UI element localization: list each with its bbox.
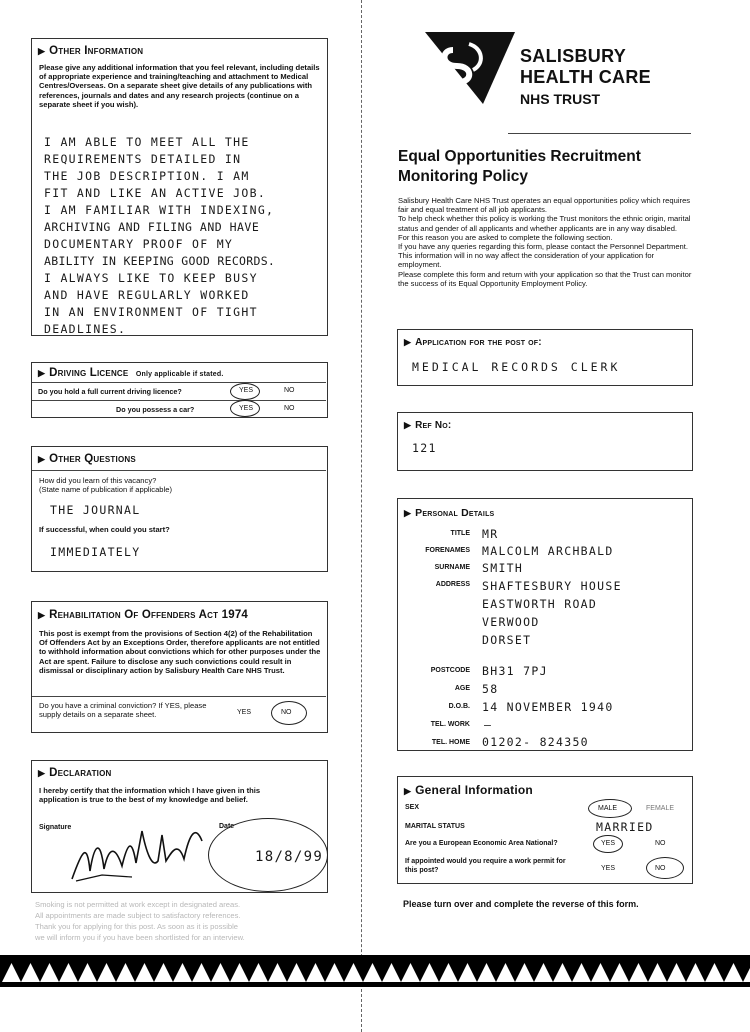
marital-label: MARITAL STATUS: [405, 823, 465, 830]
fold-line: [361, 0, 362, 1032]
triangle-bullet-icon: ▶: [38, 768, 46, 778]
vacancy-question: How did you learn of this vacancy?: [39, 476, 157, 485]
triangle-bullet-icon: ▶: [404, 337, 412, 347]
address-line[interactable]: EASTWORTH ROAD: [482, 597, 598, 611]
licence-yes-circle: [230, 383, 260, 400]
signature-image[interactable]: [62, 811, 235, 886]
general-information-title: ▶ General Information: [404, 783, 533, 797]
ref-title: ▶ Ref No:: [404, 420, 452, 431]
rehabilitation-title: ▶ Rehabilitation Of Offenders Act 1974: [38, 609, 249, 621]
ref-section: [397, 412, 693, 471]
ref-value[interactable]: 121: [412, 441, 437, 455]
tel-home-label: TEL. HOME: [431, 739, 470, 746]
policy-paragraph: For this reason you are asked to complete the following section.: [398, 232, 613, 242]
address-line[interactable]: VERWOOD: [482, 615, 540, 629]
answer-line: ABILITY IN KEEPING GOOD RECORDS.: [44, 254, 276, 268]
eea-yes-circle: [593, 835, 623, 853]
answer-line: ARCHIVING AND FILING AND HAVE: [44, 220, 260, 234]
date-value[interactable]: 18/8/99: [255, 849, 324, 865]
divider: [32, 470, 326, 471]
title-label: TITLE: [450, 530, 470, 537]
conviction-no-circle: [271, 701, 307, 725]
address-label: ADDRESS: [435, 581, 470, 588]
policy-paragraph: Salisbury Health Care NHS Trust operates an equal opportunities policy which requires fair and equal treatment of all job applicants.: [398, 196, 691, 215]
car-yes-circle: [230, 400, 260, 417]
car-question: Do you possess a car?: [116, 405, 195, 414]
application-section: [397, 329, 693, 386]
dob-label: D.O.B.: [448, 703, 470, 710]
rehabilitation-section: [31, 601, 328, 733]
tel-home-value[interactable]: 01202- 824350: [482, 735, 589, 749]
other-questions-section: [31, 446, 328, 572]
divider: [32, 696, 326, 697]
driving-licence-title: ▶ Driving Licence Only applicable if stated.: [38, 367, 224, 379]
faint-footer-line: Thank you for applying for this post. As soon as it is possible: [35, 922, 239, 931]
triangle-bullet-icon: ▶: [38, 610, 46, 620]
postcode-value[interactable]: BH31 7PJ: [482, 664, 548, 678]
vacancy-answer[interactable]: THE JOURNAL: [50, 503, 141, 517]
male-circle: [588, 799, 632, 818]
address-line[interactable]: DORSET: [482, 633, 532, 647]
answer-line: FIT AND LIKE AN ACTIVE JOB.: [44, 186, 267, 200]
personal-details-title: ▶ Personal Details: [404, 507, 495, 519]
start-answer[interactable]: IMMEDIATELY: [50, 545, 141, 559]
triangle-bullet-icon: ▶: [38, 368, 46, 378]
divider: [32, 382, 326, 383]
policy-paragraph: If you have any queries regarding this form, please contact the Personnel Department.: [398, 242, 688, 252]
answer-line: IN AN ENVIRONMENT OF TIGHT: [44, 305, 258, 319]
policy-text: [398, 196, 694, 288]
licence-question: Do you hold a full current driving licence?: [38, 387, 182, 396]
other-questions-title: ▶ Other Questions: [38, 453, 136, 465]
permit-no-option[interactable]: NO: [655, 865, 666, 872]
policy-title-line2: Monitoring Policy: [398, 168, 529, 185]
marital-value[interactable]: MARRIED: [596, 820, 654, 834]
answer-line: I ALWAYS LIKE TO KEEP BUSY: [44, 271, 258, 285]
eea-yes-option[interactable]: YES: [601, 840, 616, 847]
policy-paragraph: To help check whether this policy is working the Trust monitors the ethnic origin, marital status and gender of all applicants and whether applicants are in any way disabled.: [398, 214, 691, 233]
other-information-instructions: Please give any additional information that you feel relevant, including details of appropriate experience and training/teaching and attachment to Medical Centres/Overseas. On a separate sheet give details of any publications with references, journals and dates and any research projects (continue on a separate sheet if you wish).: [39, 63, 320, 109]
personal-details-section: [397, 498, 693, 751]
conviction-yes-option[interactable]: YES: [237, 709, 252, 716]
address-line[interactable]: SHAFTESBURY HOUSE: [482, 579, 622, 593]
title-value[interactable]: MR: [482, 527, 499, 541]
sex-label: SEX: [405, 804, 420, 811]
conviction-question: Do you have a criminal conviction? If YES, please supply details on a separate sheet.: [39, 701, 207, 720]
conviction-no-option[interactable]: NO: [281, 709, 292, 716]
date-label: Date: [219, 823, 235, 830]
faint-footer-line: Smoking is not permitted at work except in designated areas.: [35, 900, 241, 909]
surname-label: SURNAME: [434, 564, 470, 571]
logo-line3: NHS TRUST: [520, 91, 601, 107]
divider: [32, 400, 326, 401]
answer-line: AND HAVE REGULARLY WORKED: [44, 288, 250, 302]
forenames-label: FORENAMES: [425, 547, 470, 554]
zigzag-border: [0, 955, 750, 987]
policy-paragraph: Please complete this form and return with your application so that the Trust can monitor the success of its Equal Opportunity Employment Policy.: [398, 269, 692, 288]
policy-paragraph: This information will in no way affect the consideration of your application for employment.: [398, 251, 655, 270]
licence-no-option[interactable]: NO: [284, 387, 295, 394]
eea-question: Are you a European Economic Area National?: [405, 840, 558, 847]
application-value[interactable]: MEDICAL RECORDS CLERK: [412, 360, 621, 374]
declaration-text: I hereby certify that the information which I have given in this application is true to the best of my knowledge and belief.: [39, 786, 261, 805]
turn-over-instruction: Please turn over and complete the reverse of this form.: [403, 899, 639, 909]
car-yes-option[interactable]: YES: [239, 405, 254, 412]
female-option[interactable]: FEMALE: [646, 805, 675, 812]
male-option[interactable]: MALE: [598, 805, 618, 812]
triangle-bullet-icon: ▶: [38, 46, 46, 56]
general-information-section: [397, 776, 693, 884]
licence-yes-option[interactable]: YES: [239, 387, 254, 394]
car-no-option[interactable]: NO: [284, 405, 295, 412]
triangle-bullet-icon: ▶: [404, 420, 412, 430]
signature-label: Signature: [39, 824, 72, 831]
surname-value[interactable]: SMITH: [482, 561, 524, 575]
answer-line: DEADLINES.: [44, 322, 127, 336]
vacancy-question-note: (State name of publication if applicable): [39, 485, 172, 494]
triangle-bullet-icon: ▶: [404, 508, 412, 518]
permit-question: If appointed would you require a work permit for this post?: [405, 858, 566, 875]
tel-work-label: TEL. WORK: [430, 721, 470, 728]
answer-line: REQUIREMENTS DETAILED IN: [44, 152, 242, 166]
other-information-title: ▶ Other Information: [38, 45, 144, 57]
postcode-label: POSTCODE: [430, 667, 470, 674]
start-question: If successful, when could you start?: [39, 525, 170, 534]
faint-footer-line: we will inform you if you have been shortlisted for an interview.: [35, 933, 245, 942]
eea-no-option[interactable]: NO: [655, 840, 666, 847]
logo-line1: SALISBURY: [520, 46, 627, 66]
permit-no-circle: [646, 857, 684, 879]
logo-line2: HEALTH CARE: [520, 67, 651, 87]
answer-line: THE JOB DESCRIPTION. I AM: [44, 169, 250, 183]
application-title: ▶ Application for the post of:: [404, 337, 542, 348]
declaration-title: ▶ Declaration: [38, 767, 112, 779]
tel-work-value[interactable]: —: [484, 718, 493, 732]
logo-divider: [508, 133, 691, 134]
answer-line: I AM FAMILIAR WITH INDEXING,: [44, 203, 275, 217]
triangle-bullet-icon: ▶: [38, 454, 46, 464]
age-value[interactable]: 58: [482, 682, 499, 696]
faint-footer-line: All appointments are made subject to satisfactory references.: [35, 911, 241, 920]
rehabilitation-text: This post is exempt from the provisions of Section 4(2) of the Rehabilitation Of Offenders Act by an Exceptions Order, therefore applicants are not entitled to withhold information about convictions which for other purposes under the Act are spent. Failure to disclose any such convictions could result in dismissal or disciplinary action by Salisbury Health Care NHS Trust.: [39, 629, 321, 675]
age-label: AGE: [454, 685, 470, 692]
faint-footer: [35, 899, 335, 943]
dob-value[interactable]: 14 NOVEMBER 1940: [482, 700, 614, 714]
trust-logo-icon: [423, 30, 517, 106]
other-information-section: [31, 38, 328, 336]
driving-licence-section: [31, 362, 328, 418]
policy-title-line1: Equal Opportunities Recruitment: [398, 148, 641, 165]
declaration-section: [31, 760, 328, 893]
permit-yes-option[interactable]: YES: [601, 865, 616, 872]
triangle-bullet-icon: ▶: [404, 786, 412, 796]
answer-line: DOCUMENTARY PROOF OF MY: [44, 237, 234, 251]
answer-line: I AM ABLE TO MEET ALL THE: [44, 135, 250, 149]
forenames-value[interactable]: MALCOLM ARCHBALD: [482, 544, 614, 558]
